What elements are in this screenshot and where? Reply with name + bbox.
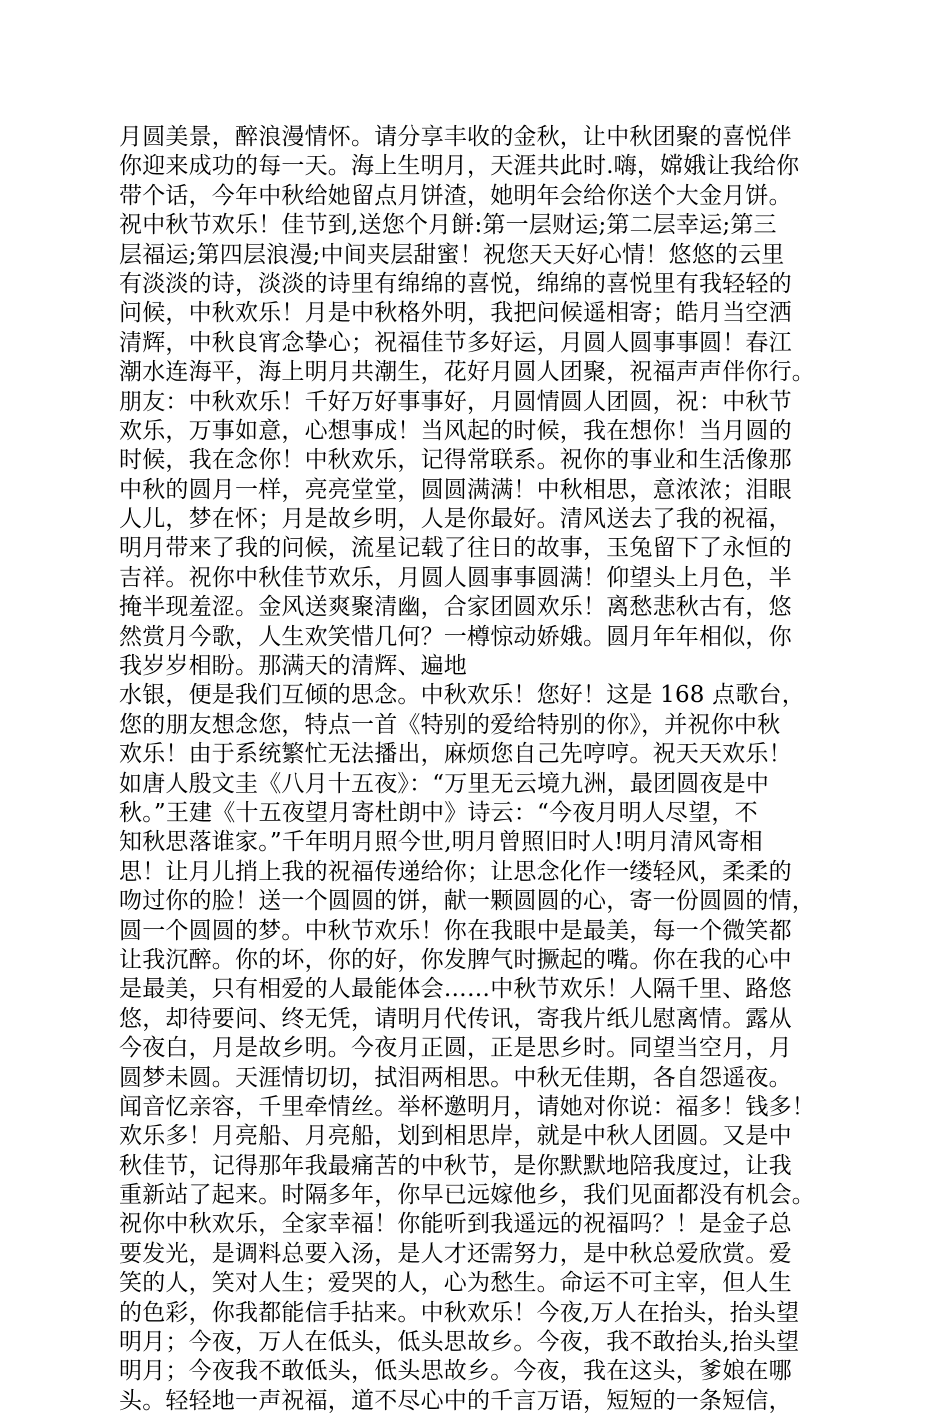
text-line: 问候，中秋欢乐！月是中秋格外明，我把问候遥相寄；皓月当空洒 xyxy=(119,300,792,327)
text-line: 欢乐，万事如意，心想事成！当风起的时候，我在想你！当月圆的 xyxy=(119,417,792,444)
text-line: 明月；今夜，万人在低头，低头思故乡。今夜，我不敢抬头,抬头望 xyxy=(119,1329,800,1356)
text-line: 知秋思落谁家。”千年明月照今世,明月曾照旧时人!明月清风寄相 xyxy=(119,829,763,856)
text-line: 明月带来了我的问候，流星记载了往日的故事，玉兔留下了永恒的 xyxy=(119,535,792,562)
text-line: 朋友：中秋欢乐！千好万好事事好，月圆情圆人团圆，祝：中秋节 xyxy=(119,388,792,415)
text-line: 祝你中秋欢乐，全家幸福！你能听到我遥远的祝福吗？！是金子总 xyxy=(119,1211,792,1238)
text-line: 吻过你的脸！送一个圆圆的饼，献一颗圆圆的心，寄一份圆圆的情， xyxy=(119,888,815,915)
text-line: 欢乐！由于系统繁忙无法播出，麻烦您自己先哼哼。祝天天欢乐！ xyxy=(119,741,792,768)
body-text xyxy=(119,123,839,1416)
text-line: 明月；今夜我不敢低头，低头思故乡。今夜，我在这头，爹娘在哪 xyxy=(119,1358,792,1385)
text-line: 重新站了起来。时隔多年，你早已远嫁他乡，我们见面都没有机会。 xyxy=(119,1182,815,1209)
text-line: 秋佳节，记得那年我最痛苦的中秋节，是你默默地陪我度过，让我 xyxy=(119,1152,792,1179)
text-line: 你迎来成功的每一天。海上生明月，天涯共此时.嗨，嫦娥让我给你 xyxy=(119,153,800,180)
text-line: 我岁岁相盼。那满天的清辉、遍地 xyxy=(119,653,467,680)
text-line: 今夜白，月是故乡明。今夜月正圆，正是思乡时。同望当空月，月 xyxy=(119,1035,792,1062)
text-line: 闻音忆亲容，千里牵情丝。举杯邀明月，请她对你说：福多！钱多！ xyxy=(119,1093,815,1120)
text-line: 笑的人，笑对人生；爱哭的人，心为愁生。命运不可主宰，但人生 xyxy=(119,1270,792,1297)
text-line: 祝中秋节欢乐！佳节到,送您个月餅:第一层财运;第二层幸运;第三 xyxy=(119,212,777,239)
text-line: 掩半现羞涩。金风送爽聚清幽，合家团圆欢乐！离愁悲秋古有，悠 xyxy=(119,594,792,621)
text-line: 圆梦未圆。天涯情切切，拭泪两相思。中秋无佳期，各自怨遥夜。 xyxy=(119,1064,792,1091)
text-line: 如唐人殷文圭《八月十五夜》：“万里无云境九洲，最团圆夜是中 xyxy=(119,770,770,797)
text-line: 吉祥。祝你中秋佳节欢乐，月圆人圆事事圆满！仰望头上月色，半 xyxy=(119,564,792,591)
text-line: 时候，我在念你！中秋欢乐，记得常联系。祝你的事业和生活像那 xyxy=(119,447,792,474)
text-line: 要发光，是调料总要入汤，是人才还需努力，是中秋总爱欣赏。爱 xyxy=(119,1240,792,1267)
text-line: 思！让月儿捎上我的祝福传递给你；让思念化作一缕轻风，柔柔的 xyxy=(119,858,792,885)
text-line: 您的朋友想念您，特点一首《特别的爱给特别的你》，并祝你中秋 xyxy=(119,711,781,738)
text-line: 清辉，中秋良宵念挚心；祝福佳节多好运，月圆人圆事事圆！春江 xyxy=(119,329,792,356)
text-line: 悠，却待要问、终无凭，请明月代传讯，寄我片纸儿慰离情。露从 xyxy=(119,1005,792,1032)
text-line: 水银，便是我们互倾的思念。中秋欢乐！您好！这是 168 点歌台， xyxy=(119,682,805,709)
text-line: 人儿，梦在怀；月是故乡明，人是你最好。清风送去了我的祝福， xyxy=(119,506,792,533)
text-line: 然赏月今歌，人生欢笑惜几何？一樽惊动娇娥。圆月年年相似，你 xyxy=(119,623,792,650)
text-line: 带个话，今年中秋给她留点月饼渣，她明年会给你送个大金月饼。 xyxy=(119,182,792,209)
text-line: 中秋的圆月一样，亮亮堂堂，圆圆满满！中秋相思，意浓浓；泪眼 xyxy=(119,476,792,503)
text-line: 层福运;第四层浪漫;中间夹层甜蜜！祝您天天好心情！悠悠的云里 xyxy=(119,241,785,268)
text-line: 头。轻轻地一声祝福，道不尽心中的千言万语，短短的一条短信， xyxy=(119,1387,792,1414)
text-line: 潮水连海平，海上明月共潮生，花好月圆人团聚，祝福声声伴你行。 xyxy=(119,359,815,386)
text-line: 是最美，只有相爱的人最能体会……中秋节欢乐！人隔千里、路悠 xyxy=(119,976,792,1003)
text-line: 有淡淡的诗，淡淡的诗里有绵绵的喜悦，绵绵的喜悦里有我轻轻的 xyxy=(119,270,792,297)
text-line: 的色彩，你我都能信手拈来。中秋欢乐！今夜,万人在抬头，抬头望 xyxy=(119,1299,800,1326)
text-line: 让我沉醉。你的坏，你的好，你发脾气时撅起的嘴。你在我的心中 xyxy=(119,946,792,973)
text-line: 月圆美景，醉浪漫情怀。请分享丰收的金秋，让中秋团聚的喜悦伴 xyxy=(119,124,792,150)
text-line: 圆一个圆圆的梦。中秋节欢乐！你在我眼中是最美，每一个微笑都 xyxy=(119,917,792,944)
text-line: 欢乐多！月亮船、月亮船，划到相思岸，就是中秋人团圆。又是中 xyxy=(119,1123,792,1150)
text-line: 秋。”王建《十五夜望月寄杜朗中》诗云：“今夜月明人尽望，不 xyxy=(119,799,758,826)
